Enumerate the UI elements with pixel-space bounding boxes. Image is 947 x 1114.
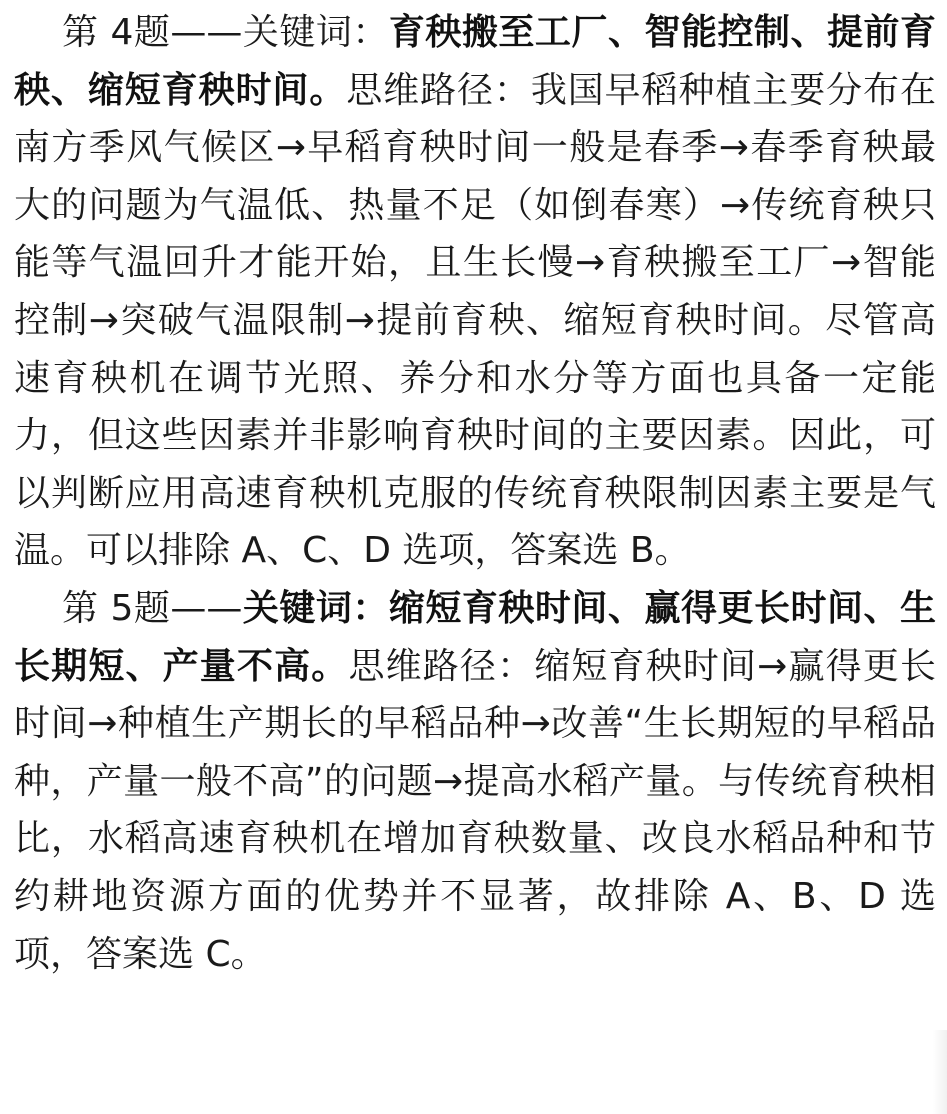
question-5-path-label: 思维路径： — [348, 645, 535, 687]
answer-explanation-document — [14, 4, 936, 983]
question-4-paragraph — [14, 4, 936, 580]
question-5-body: 缩短育秧时间→赢得更长时间→种植生产期长的早稻品种→改善“生长期短的早稻品种，产量一般不高”的问题→提高水稻产量。与传统育秧相比，水稻高速育秧机在增加育秧数量、改良水稻品种和节约耕地资源方面的优势并不显著，故排除 A、B、D 选项，答案选 C。 — [14, 645, 936, 975]
page-edge-shadow — [933, 1030, 947, 1114]
question-5-keywords: 关键词：缩短育秧时间、赢得更长时间、生长期短、产量不高。 — [14, 587, 936, 687]
question-5-paragraph — [14, 580, 936, 983]
question-4-body: 我国早稻种植主要分布在南方季风气候区→早稻育秧时间一般是春季→春季育秧最大的问题为气温低、热量不足（如倒春寒）→传统育秧只能等气温回升才能开始，且生长慢→育秧搬至工厂→智能控制→突破气温限制→提前育秧、缩短育秧时间。尽管高速育秧机在调节光照、养分和水分等方面也具备一定能力，但这些因素并非影响育秧时间的主要因素。因此，可以判断应用高速育秧机克服的传统育秧限制因素主要是气温。可以排除 A、C、D 选项，答案选 B。 — [14, 69, 936, 572]
question-4-lead: 第 4题——关键词： — [62, 12, 389, 53]
question-4-path-label: 思维路径： — [346, 69, 531, 111]
question-5-lead: 第 5题—— — [62, 587, 243, 629]
question-4-keywords: 育秧搬至工厂、智能控制、提前育秧、缩短育秧时间。 — [14, 12, 936, 111]
